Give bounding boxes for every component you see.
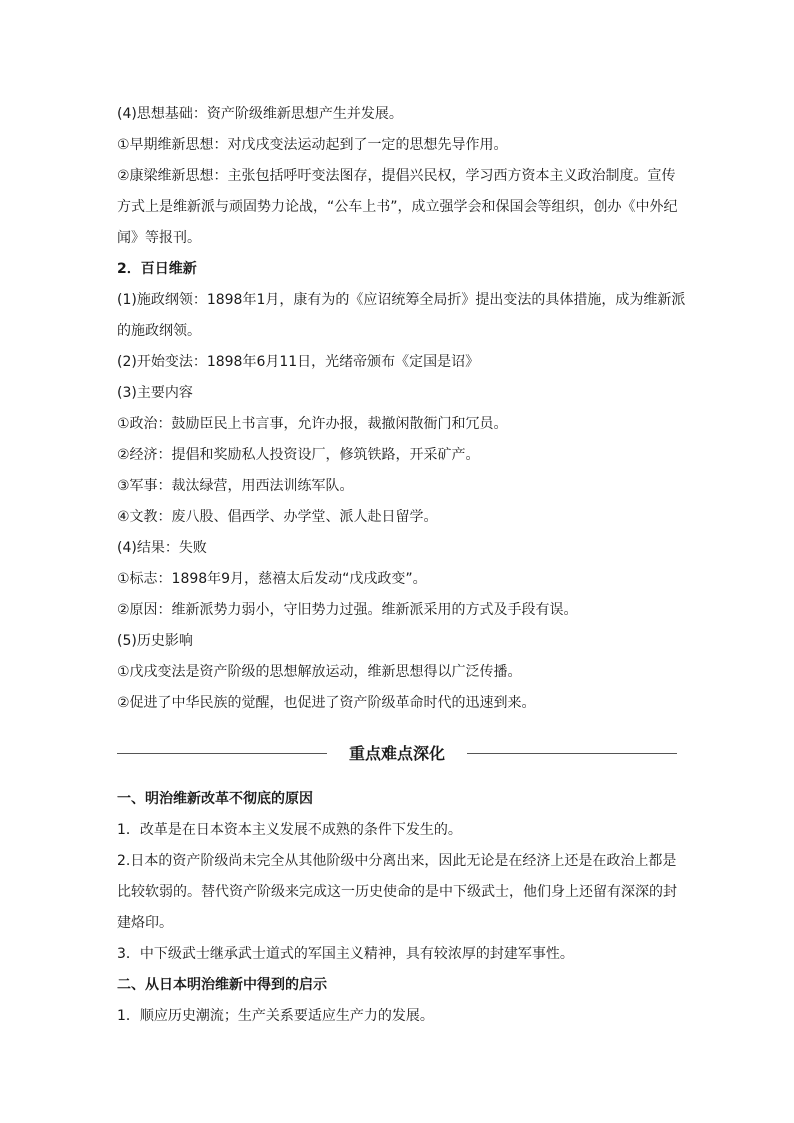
text-line: 1．顺应历史潮流；生产关系要适应生产力的发展。	[117, 1008, 434, 1024]
text-line: 1．改革是在日本资本主义发展不成熟的条件下发生的。	[117, 822, 462, 838]
text-line: ①早期维新思想：对戊戌变法运动起到了一定的思想先导作用。	[117, 137, 508, 153]
subsection-heading: 2．百日维新	[117, 261, 197, 277]
text-line: ③军事：裁汰绿营，用西法训练军队。	[117, 478, 354, 494]
text-line: 2.日本的资产阶级尚未完全从其他阶级中分离出来，因此无论是在经济上还是在政治上都是	[117, 853, 677, 869]
section-heading: 重点难点深化	[348, 744, 445, 763]
text-line: ②经济：提倡和奖励私人投资设厂，修筑铁路，开采矿产。	[117, 447, 480, 463]
text-line: (4)思想基础：资产阶级维新思想产生并发展。	[117, 106, 403, 122]
text-line: ②促进了中华民族的觉醒，也促进了资产阶级革命时代的迅速到来。	[117, 695, 536, 711]
text-line: ④文教：废八股、倡西学、办学堂、派人赴日留学。	[117, 509, 438, 525]
text-line: ②原因：维新派势力弱小，守旧势力过强。维新派采用的方式及手段有误。	[117, 602, 578, 618]
section-heading-bar	[117, 741, 677, 767]
text-line: 的施政纲领。	[117, 323, 201, 339]
text-line: 3．中下级武士继承武士道式的军国主义精神，具有较浓厚的封建军事性。	[117, 946, 574, 962]
text-line: 建烙印。	[117, 915, 173, 931]
text-line: 比较软弱的。替代资产阶级来完成这一历史使命的是中下级武士，他们身上还留有深深的封	[117, 884, 677, 900]
text-line: ①标志：1898年9月，慈禧太后发动“戊戌政变”。	[117, 571, 427, 587]
text-line: 闻》等报刊。	[117, 230, 201, 246]
subsection-heading: 二、从日本明治维新中得到的启示	[117, 977, 327, 993]
text-line: ①戊戌变法是资产阶级的思想解放运动，维新思想得以广泛传播。	[117, 664, 522, 680]
text-line: ①政治：鼓励臣民上书言事，允许办报，裁撤闲散衙门和冗员。	[117, 416, 508, 432]
text-line: (3)主要内容	[117, 385, 193, 401]
text-line: (2)开始变法：1898年6月11日，光绪帝颁布《定国是诏》	[117, 354, 480, 370]
heading-rule-right	[467, 753, 677, 754]
text-line: (4)结果：失败	[117, 540, 207, 556]
text-line: (1)施政纲领：1898年1月，康有为的《应诏统筹全局折》提出变法的具体措施，成为维新派	[117, 292, 686, 308]
text-line: 方式上是维新派与顽固势力论战，“公车上书”，成立强学会和保国会等组织，创办《中外纪	[117, 199, 678, 215]
subsection-heading: 一、明治维新改革不彻底的原因	[117, 791, 313, 807]
text-line: ②康梁维新思想：主张包括呼吁变法图存，提倡兴民权，学习西方资本主义政治制度。宣传	[117, 168, 676, 184]
text-line: (5)历史影响	[117, 633, 193, 649]
